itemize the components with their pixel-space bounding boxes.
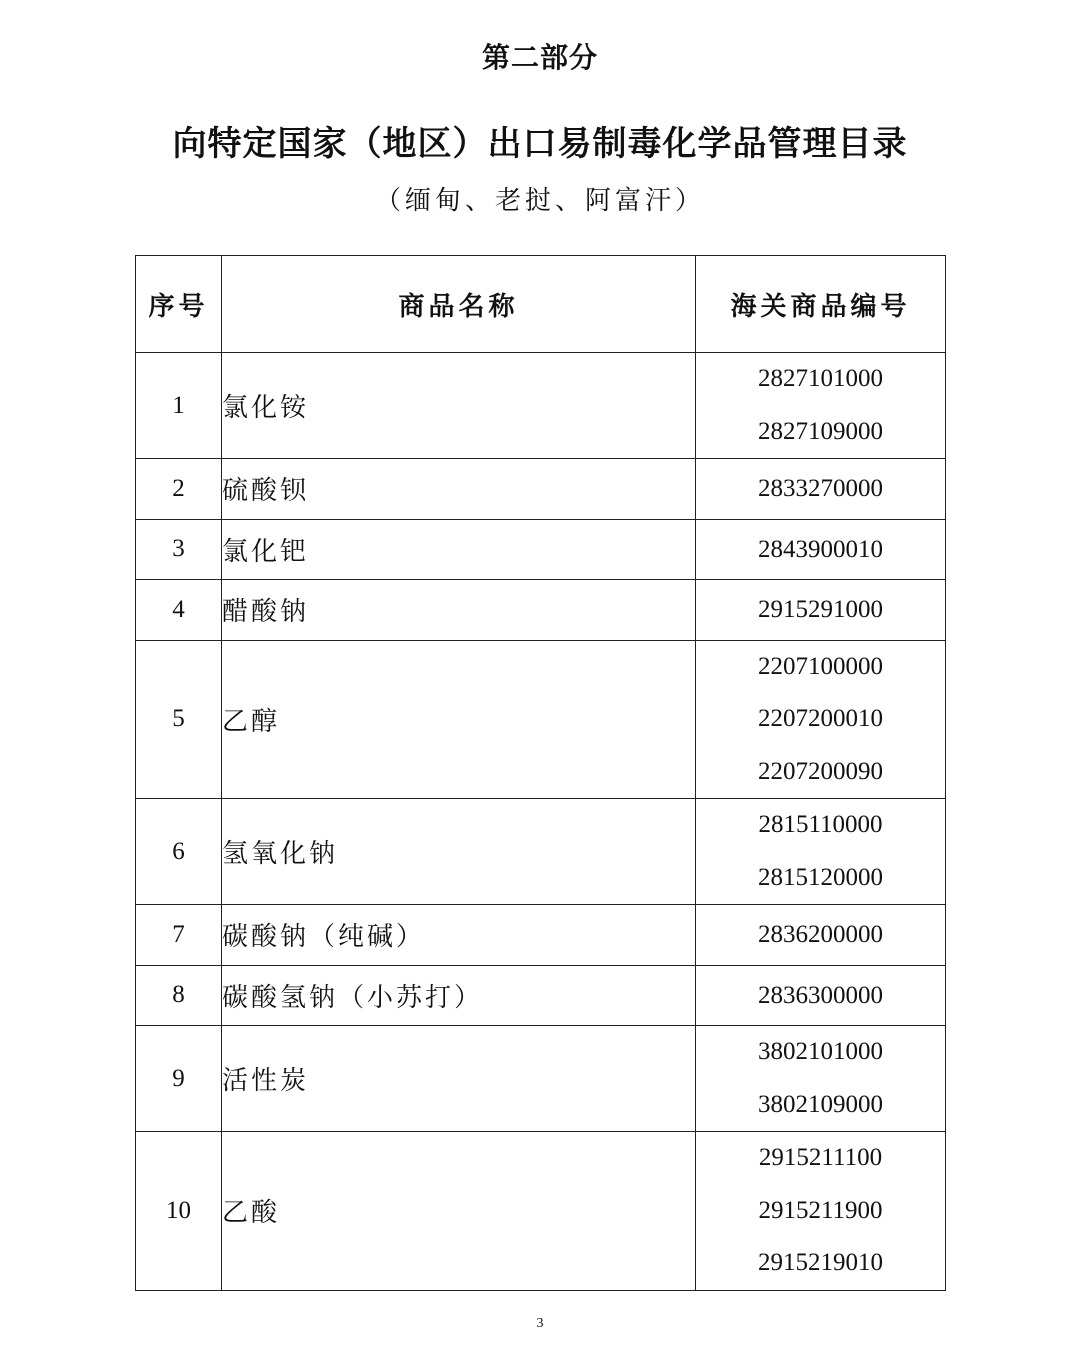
customs-code: 2207200010 — [758, 705, 883, 732]
customs-code-cell — [696, 1026, 946, 1132]
serial-number-cell: 10 — [136, 1132, 222, 1291]
customs-code: 2815110000 — [758, 811, 883, 838]
document-title: 向特定国家（地区）出口易制毒化学品管理目录 — [172, 124, 908, 164]
customs-code: 2815120000 — [758, 863, 883, 891]
serial-number-cell: 6 — [136, 799, 222, 905]
product-name-cell: 碳酸氢钠（小苏打） — [222, 965, 696, 1026]
table-row — [136, 905, 946, 966]
customs-code-cell — [696, 580, 946, 641]
customs-code: 2207100000 — [758, 652, 883, 680]
header-product-name: 商品名称 — [222, 256, 696, 353]
product-name-cell: 硫酸钡 — [222, 459, 696, 520]
serial-number-cell: 1 — [136, 353, 222, 459]
chemicals-table — [135, 255, 946, 1291]
table-row — [136, 519, 946, 580]
table-row — [136, 640, 946, 799]
customs-code: 2915219010 — [758, 1249, 883, 1276]
product-name-cell: 氯化钯 — [222, 519, 696, 580]
customs-code: 2915211100 — [758, 1144, 883, 1171]
customs-code-cell — [696, 640, 946, 799]
serial-number-cell: 8 — [136, 965, 222, 1026]
table-row — [136, 965, 946, 1026]
table-row — [136, 1132, 946, 1291]
page-number: 3 — [536, 1316, 544, 1331]
serial-number-cell: 4 — [136, 580, 222, 641]
table-row — [136, 799, 946, 905]
serial-number-cell: 7 — [136, 905, 222, 966]
header-serial-number: 序号 — [136, 256, 222, 353]
table-row — [136, 353, 946, 459]
customs-code: 3802109000 — [758, 1090, 883, 1118]
customs-code: 2915211900 — [758, 1196, 883, 1224]
customs-code: 2836300000 — [758, 981, 883, 1009]
customs-code: 2915291000 — [758, 596, 883, 623]
customs-code: 2207200090 — [758, 757, 883, 785]
product-name-cell: 乙醇 — [222, 640, 696, 799]
customs-code: 2836200000 — [758, 921, 883, 948]
table-header-row — [136, 256, 946, 353]
customs-code-cell — [696, 799, 946, 905]
customs-code: 2843900010 — [758, 535, 883, 563]
customs-code-cell — [696, 905, 946, 966]
product-name-cell: 氢氧化钠 — [222, 799, 696, 905]
customs-code: 2827101000 — [758, 365, 883, 392]
serial-number-cell: 3 — [136, 519, 222, 580]
product-name-cell: 碳酸钠（纯碱） — [222, 905, 696, 966]
customs-code-cell — [696, 519, 946, 580]
part-label: 第二部分 — [481, 41, 598, 74]
product-name-cell: 乙酸 — [222, 1132, 696, 1291]
document-subtitle: （缅甸、老挝、阿富汗） — [374, 186, 705, 216]
table-body — [136, 353, 946, 1291]
customs-code: 2833270000 — [758, 475, 883, 502]
customs-code-cell — [696, 1132, 946, 1291]
customs-code-cell — [696, 353, 946, 459]
table-row — [136, 459, 946, 520]
product-name-cell: 醋酸钠 — [222, 580, 696, 641]
table-row — [136, 1026, 946, 1132]
serial-number-cell: 2 — [136, 459, 222, 520]
header-customs-code: 海关商品编号 — [696, 256, 946, 353]
customs-code-cell — [696, 965, 946, 1026]
serial-number-cell: 5 — [136, 640, 222, 799]
customs-code: 2827109000 — [758, 417, 883, 445]
customs-code: 3802101000 — [758, 1038, 883, 1065]
table-row — [136, 580, 946, 641]
customs-code-cell — [696, 459, 946, 520]
serial-number-cell: 9 — [136, 1026, 222, 1132]
product-name-cell: 氯化铵 — [222, 353, 696, 459]
product-name-cell: 活性炭 — [222, 1026, 696, 1132]
